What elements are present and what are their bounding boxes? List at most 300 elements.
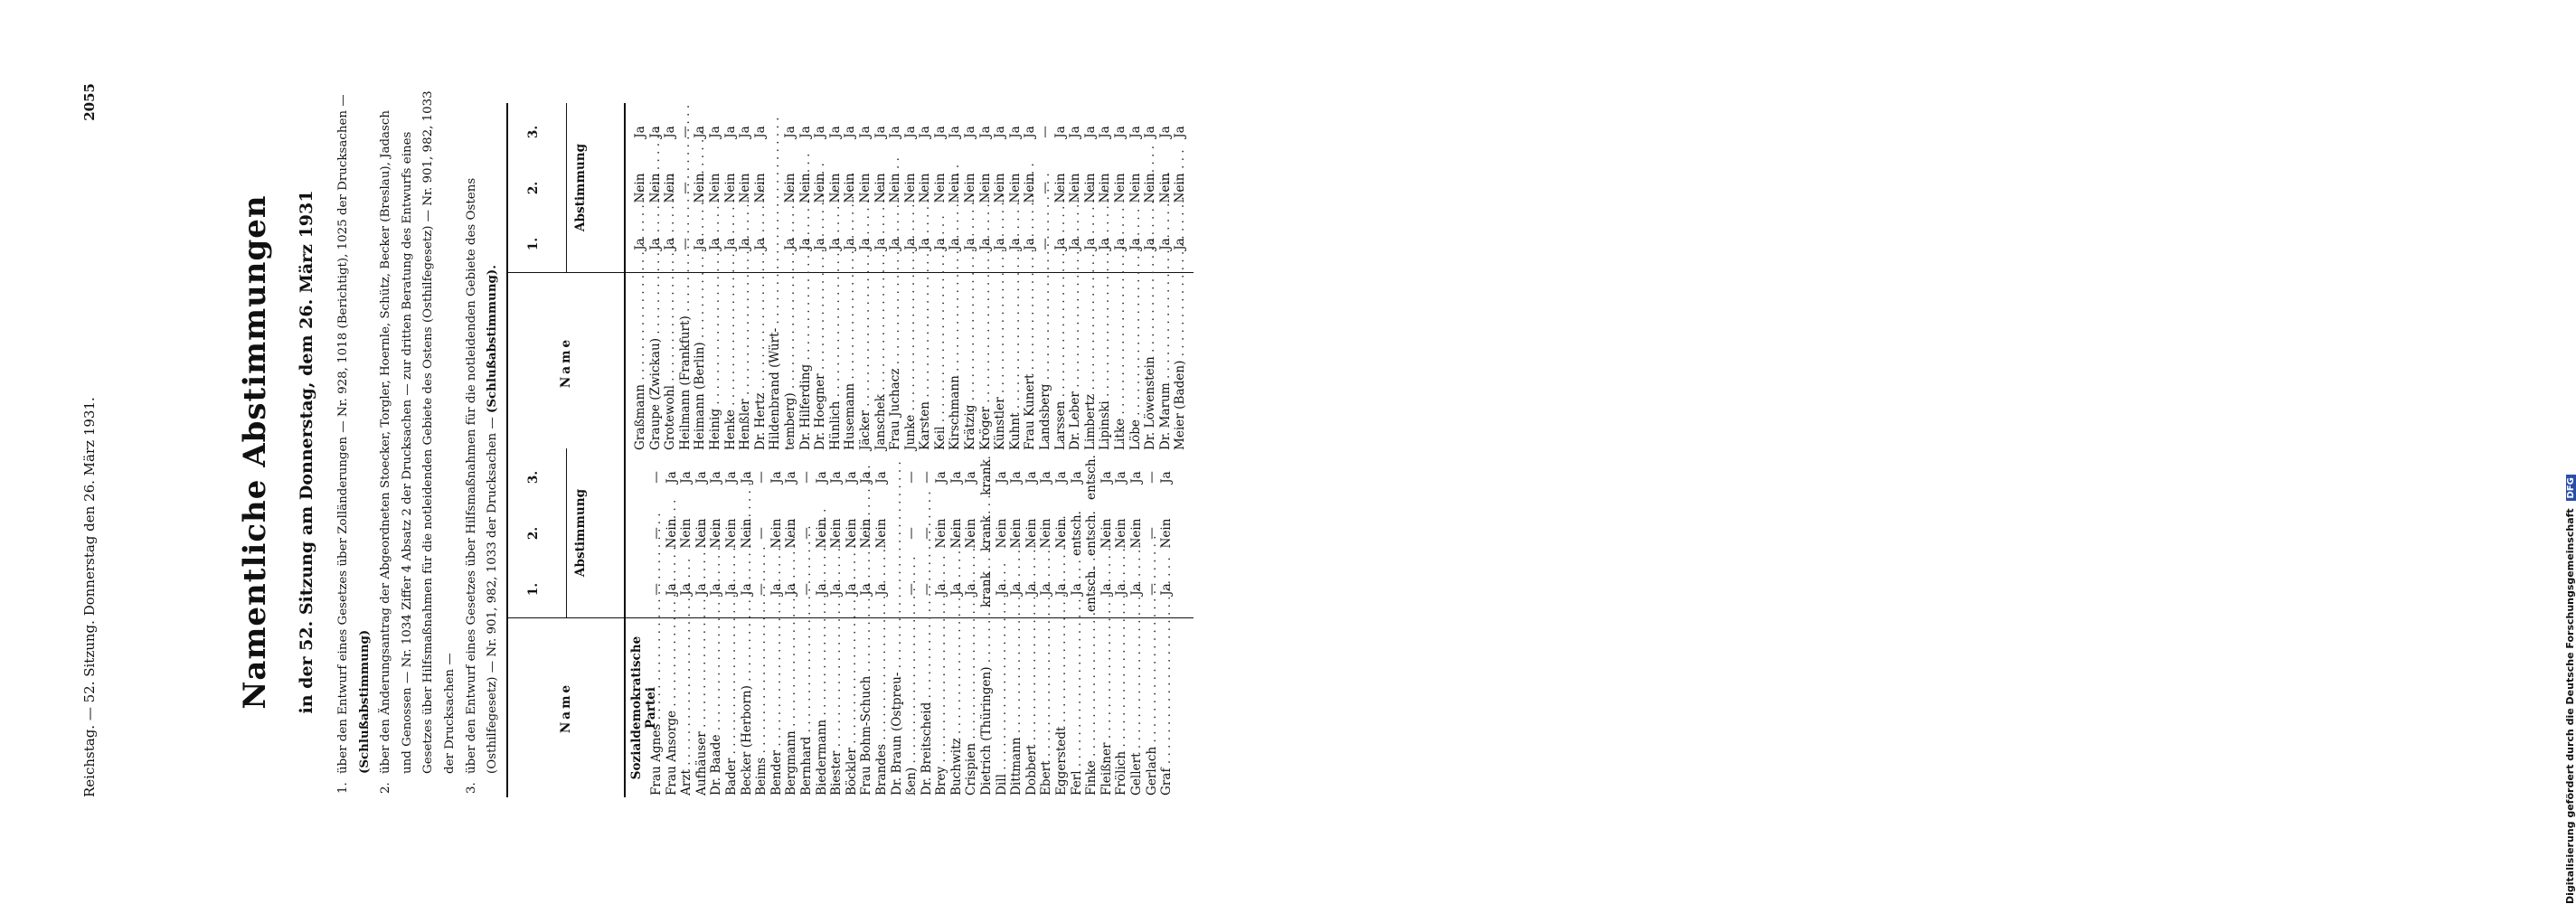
vote-1: Ja xyxy=(647,238,663,250)
vote-3: Ja xyxy=(709,471,724,484)
vote-3: Ja xyxy=(1082,126,1098,138)
member-name: Böckler . . . xyxy=(845,620,860,796)
member-name: Biedermann . . . xyxy=(815,620,830,796)
vote-3: Ja xyxy=(1009,471,1024,484)
vote-1: — xyxy=(1038,238,1053,250)
table-row xyxy=(649,448,665,797)
vote-2: Nein xyxy=(707,173,722,203)
page-number: 2055 xyxy=(81,83,98,121)
table-row xyxy=(784,448,799,797)
vote-3: Ja xyxy=(663,126,678,138)
member-name: Keil . . . xyxy=(933,275,948,450)
member-name: temberg) . . . xyxy=(783,275,798,450)
table-row xyxy=(1128,103,1144,452)
vote-2: Nein xyxy=(1009,518,1024,549)
member-name: Henke . . . xyxy=(723,275,739,450)
vote-1: Ja xyxy=(1129,583,1144,596)
vote-2: Nein xyxy=(873,518,889,549)
vote-3: Ja xyxy=(1068,126,1083,138)
vote-1: Ja xyxy=(1068,238,1083,250)
member-name: Bader . . . xyxy=(724,620,740,796)
member-name: Grotewohl . . . xyxy=(663,275,678,450)
vote-2: Nein xyxy=(873,173,888,203)
vote-2: Nein xyxy=(814,518,829,549)
vote-2: entsch. xyxy=(1084,511,1099,556)
member-name: Lipinski . . . xyxy=(1098,275,1113,450)
table-row xyxy=(1083,103,1099,452)
vote-1: Ja xyxy=(888,238,903,250)
table-row xyxy=(1068,103,1083,452)
vote-3: — xyxy=(904,471,920,484)
member-name: Becker (Herborn) . . . xyxy=(740,620,755,796)
vote-3: Ja xyxy=(752,126,768,138)
vote-2: Nein xyxy=(948,518,964,549)
vote-3: Ja xyxy=(964,471,979,484)
member-name: Hildenbrand (Würt- . . . xyxy=(768,275,783,450)
member-name: Beims . . . xyxy=(754,620,769,796)
vote-1: Ja xyxy=(829,583,845,596)
vote-1: — xyxy=(754,583,769,596)
vote-1: entsch. xyxy=(1084,567,1099,612)
vote-3: Ja xyxy=(829,471,845,484)
vote-3: Ja xyxy=(994,471,1009,484)
vote-1: Ja xyxy=(1173,238,1188,250)
table-header xyxy=(506,448,626,797)
vote-2: — xyxy=(919,527,934,540)
member-name: Heinig . . . xyxy=(708,275,723,450)
vote-2: Nein xyxy=(1099,518,1114,549)
vote-1: Ja xyxy=(948,238,963,250)
member-name: Frau Agnes . . . xyxy=(649,620,665,796)
vote-2: — xyxy=(904,527,920,540)
table-row xyxy=(933,103,948,452)
vote-1: Ja xyxy=(1009,583,1024,596)
member-name: Dittmann . . . xyxy=(1009,620,1024,796)
vote-1: Ja xyxy=(977,238,993,250)
vote-2: Nein xyxy=(633,173,647,203)
vote-2: Nein xyxy=(1113,173,1128,203)
vote-1: Ja xyxy=(663,238,678,250)
vote-1: Ja xyxy=(752,238,768,250)
member-name: Frölich . . . xyxy=(1114,620,1129,796)
vote-3: Ja xyxy=(784,471,799,484)
vote-3: Ja xyxy=(1173,126,1188,138)
vote-1: — xyxy=(649,583,664,596)
vote-3: — xyxy=(1038,126,1053,138)
table-rows xyxy=(633,103,1188,452)
vote-1: Ja xyxy=(694,583,709,596)
vote-2: Nein xyxy=(994,518,1009,549)
table-row xyxy=(1143,103,1158,452)
vote-1: Ja xyxy=(664,583,679,596)
vote-2: Nein xyxy=(932,173,948,203)
vote-3: Ja xyxy=(1157,126,1173,138)
member-name: Graf . . . xyxy=(1159,620,1175,796)
vote-2: Nein xyxy=(693,173,708,203)
member-name: Eggerstedt . . . xyxy=(1054,620,1070,796)
table-row xyxy=(964,448,979,797)
vote-1: — xyxy=(798,583,814,596)
vote-3: Ja xyxy=(722,126,738,138)
member-name: Kröger . . . xyxy=(978,275,994,450)
member-name: Dr. Hertz . . . xyxy=(753,275,769,450)
table-row xyxy=(1054,448,1070,797)
vote-2: Nein xyxy=(709,518,724,549)
vote-1: Ja xyxy=(843,238,858,250)
vote-2: Nein xyxy=(1052,173,1068,203)
vote-3: Ja xyxy=(813,126,828,138)
table-row xyxy=(828,103,844,452)
table-row xyxy=(738,103,753,452)
table-row xyxy=(873,103,889,452)
member-name: Dr. Braun (Ostpreu- . . . xyxy=(890,620,905,796)
vote-1: — xyxy=(677,238,693,250)
vote-3: Ja xyxy=(694,471,709,484)
vote-item-3: 3. über den Entwurf eines Gesetzes über Hilfsmaßnahmen für die notleidenden Gebiete des Ostens (Osthilfegesetz) — Nr. 901, 982, 1033 der Drucksachen — (Schlußabstimmung). xyxy=(464,177,500,794)
table-row xyxy=(1039,448,1054,797)
vote-1: Ja xyxy=(1114,583,1129,596)
vote-1: Ja xyxy=(1069,583,1084,596)
table-row xyxy=(949,448,965,797)
member-name: Biester . . . xyxy=(829,620,845,796)
vote-2: Nein xyxy=(769,518,784,549)
table-row xyxy=(979,448,995,797)
vote-3: Ja xyxy=(782,126,797,138)
vote-1: Ja xyxy=(814,583,829,596)
credit-text: Digitalisierung gefördert durch die Deutsche Forschungsgemeinschaft xyxy=(2564,508,2576,904)
vote-2: Nein xyxy=(1054,518,1070,549)
vote-1: Ja xyxy=(1054,583,1070,596)
table-row xyxy=(694,448,710,797)
vote-3: Ja xyxy=(934,471,949,484)
member-name: Buchwitz . . . xyxy=(949,620,965,796)
vote-3: krank xyxy=(979,459,995,495)
table-row xyxy=(1009,448,1024,797)
table-row xyxy=(1024,448,1040,797)
vote-3: Ja xyxy=(1098,126,1113,138)
member-name: Kuhnt . . . xyxy=(1008,275,1024,450)
table-row xyxy=(1023,103,1038,452)
vote-3: Ja xyxy=(633,126,647,138)
col-name: Name xyxy=(508,272,624,452)
vote-2: Nein xyxy=(977,173,993,203)
table-row xyxy=(904,448,920,797)
vote-2: Nein xyxy=(1023,173,1038,203)
sidebar-credit xyxy=(1282,0,2576,904)
vote-3: Ja xyxy=(1143,126,1158,138)
vote-2: Nein xyxy=(1068,173,1083,203)
vote-table-left xyxy=(506,448,1194,797)
col-votes-label: Abstimmung xyxy=(573,488,588,578)
vote-2: Nein xyxy=(784,518,799,549)
vote-2: — xyxy=(1038,182,1053,194)
vote-2: Nein xyxy=(723,518,739,549)
table-row xyxy=(1038,103,1053,452)
page-subtitle: in der 52. Sitzung am Donnerstag, dem 26. März 1931 xyxy=(297,190,316,714)
vote-2: Nein xyxy=(993,173,1008,203)
member-name: Graupe (Zwickau) . . . xyxy=(648,275,664,450)
vote-1: Ja xyxy=(813,238,828,250)
vote-2: — xyxy=(798,527,814,540)
vote-1: Ja xyxy=(934,583,949,596)
member-name: Dr. Leber . . . xyxy=(1068,275,1083,450)
table-row xyxy=(890,448,905,797)
vote-3: Ja xyxy=(664,471,679,484)
vote-1: Ja xyxy=(1157,238,1173,250)
member-name: Dill . . . xyxy=(995,620,1010,796)
member-name: Bender . . . xyxy=(769,620,785,796)
table-row xyxy=(798,103,814,452)
table-row xyxy=(1114,448,1129,797)
vote-3: Ja xyxy=(888,126,903,138)
vote-2: entsch. xyxy=(1069,511,1084,556)
vote-2: Nein xyxy=(797,173,813,203)
member-name: Brey . . . xyxy=(934,620,949,796)
vote-1: Ja xyxy=(873,583,889,596)
vote-3: Ja xyxy=(1129,471,1144,484)
vote-3: — xyxy=(919,471,934,484)
table-row xyxy=(874,448,890,797)
member-name: Aufhäuser . . . xyxy=(694,620,710,796)
vote-2: Nein xyxy=(1082,173,1098,203)
vote-item-2: 2. über den Änderungsantrag der Abgeordneten Stoecker, Torgler, Hoernle, Schütz, Becker (Breslau), Jadasch und Genossen — Nr. 1034 Ziffer 4 Absatz 2 der Drucksachen — zur dritten Beratung des Entwurfs eines Gesetzes über Hilfsmaßnahmen für die notleidenden Gebiete des Ostens (Osthilfegesetz) — Nr. 901, 982, 1033 der Drucksachen — xyxy=(379,90,457,794)
member-name: Dr. Löwenstein . . . xyxy=(1143,275,1158,450)
vote-2: Nein xyxy=(782,173,797,203)
table-row xyxy=(1129,448,1145,797)
table-row xyxy=(978,103,994,452)
vote-2: Nein xyxy=(663,173,678,203)
vote-3: Ja xyxy=(873,471,889,484)
member-name: Meier (Baden) . . . xyxy=(1173,275,1188,450)
member-name: Löbe . . . xyxy=(1128,275,1144,450)
vote-2: Nein xyxy=(1143,173,1158,203)
vote-3: Ja xyxy=(1113,126,1128,138)
vote-2: Nein xyxy=(844,518,859,549)
table-row xyxy=(754,448,769,797)
col-votes: 1. 2. 3. Abstimmung xyxy=(508,448,624,617)
member-name: Frau Kunert . . . xyxy=(1023,275,1038,450)
member-name: Bergmann . . . xyxy=(784,620,799,796)
table-row xyxy=(799,448,815,797)
table-row xyxy=(693,103,708,452)
dfg-badge: DFG xyxy=(2566,475,2576,501)
member-name: Heimann (Berlin) . . . xyxy=(693,275,708,450)
vote-2: — xyxy=(754,527,769,540)
table-row xyxy=(633,103,648,452)
table-rows xyxy=(649,448,1175,797)
member-name: Krätzig . . . xyxy=(963,275,978,450)
vote-3: Ja xyxy=(1039,471,1054,484)
vote-1: Ja xyxy=(1113,238,1128,250)
vote-1: Ja xyxy=(1159,583,1175,596)
vote-2: Nein xyxy=(843,173,858,203)
vote-3: Ja xyxy=(948,471,964,484)
vote-1: Ja xyxy=(994,583,1009,596)
party-heading: Sozialdemokratische Partei xyxy=(629,636,658,780)
vote-3: Ja xyxy=(902,126,918,138)
vote-1: — xyxy=(1144,583,1159,596)
vote-2: Nein xyxy=(752,173,768,203)
vote-1: Ja xyxy=(827,238,843,250)
member-name: Jäcker . . . xyxy=(858,275,873,450)
vote-1: Ja xyxy=(1023,238,1038,250)
table-row xyxy=(648,103,664,452)
member-name: Arzt . . . xyxy=(679,620,694,796)
table-row xyxy=(903,103,919,452)
table-row xyxy=(1113,103,1128,452)
vote-3: Ja xyxy=(977,126,993,138)
vote-1: Ja xyxy=(1128,238,1143,250)
vote-2: Nein xyxy=(1098,173,1113,203)
running-header xyxy=(81,83,103,797)
vote-3: Ja xyxy=(739,471,754,484)
member-name: Gellert . . . xyxy=(1129,620,1145,796)
vote-1: Ja xyxy=(769,583,784,596)
vote-1: Ja xyxy=(1052,238,1068,250)
member-name: Finke . . . xyxy=(1084,620,1099,796)
vote-3: Ja xyxy=(827,126,843,138)
vote-2: Nein xyxy=(964,518,979,549)
vote-3: Ja xyxy=(859,471,874,484)
table-row xyxy=(963,103,978,452)
table-row xyxy=(708,103,723,452)
member-name: Janschek . . . xyxy=(873,275,889,450)
member-name: Kirschmann . . . xyxy=(948,275,963,450)
table-row xyxy=(663,103,678,452)
vote-3: Ja xyxy=(844,471,859,484)
vote-1: Ja xyxy=(1024,583,1039,596)
vote-3: Ja xyxy=(963,126,978,138)
vote-1: Ja xyxy=(993,238,1008,250)
table-row xyxy=(723,103,739,452)
col-votes: 1. 2. 3. Abstimmung xyxy=(508,103,624,272)
vote-3: Ja xyxy=(1007,126,1023,138)
member-name: Frau Ansorge . . . xyxy=(665,620,680,796)
vote-3: Ja xyxy=(1052,126,1068,138)
vote-3: Ja xyxy=(1099,471,1114,484)
vote-3: Ja xyxy=(814,471,829,484)
vote-3: Ja xyxy=(693,126,708,138)
vote-3: Ja xyxy=(707,126,722,138)
vote-2: Nein xyxy=(948,173,963,203)
header-left: Reichstag. — 52. Sitzung. Donnerstag den 26. März 1931. xyxy=(81,397,98,797)
table-row xyxy=(829,448,845,797)
vote-1: Ja xyxy=(1007,238,1023,250)
table-row xyxy=(948,103,963,452)
member-name: Gerlach . . . xyxy=(1145,620,1160,796)
vote-1: Ja xyxy=(633,238,647,250)
vote-3: Ja xyxy=(738,126,753,138)
table-row xyxy=(679,448,694,797)
table-row xyxy=(920,448,935,797)
vote-1: Ja xyxy=(723,583,739,596)
member-name: Crispien . . . xyxy=(964,620,979,796)
member-name: Frau Juchacz . . . xyxy=(888,275,903,450)
page-title: Namentliche Abstimmungen xyxy=(237,194,273,710)
member-name: Fleißner . . . xyxy=(1099,620,1115,796)
vote-3: Ja xyxy=(723,471,739,484)
member-name: Dietrich (Thüringen) . . . xyxy=(979,620,995,796)
member-name: Henßler . . . xyxy=(738,275,753,450)
vote-1: Ja xyxy=(784,583,799,596)
vote-3: Ja xyxy=(1128,126,1143,138)
table-row xyxy=(753,103,769,452)
vote-1: — xyxy=(919,583,934,596)
vote-1: Ja xyxy=(782,238,797,250)
vote-3: Ja xyxy=(918,126,933,138)
vote-2: Nein xyxy=(918,173,933,203)
vote-3: Ja xyxy=(857,126,873,138)
vote-3: Ja xyxy=(948,126,963,138)
table-row xyxy=(1159,448,1175,797)
vote-items xyxy=(333,89,504,794)
table-row xyxy=(918,103,933,452)
table-row xyxy=(813,103,828,452)
vote-3: Ja xyxy=(1114,471,1129,484)
vote-1: Ja xyxy=(1082,238,1098,250)
vote-table-right xyxy=(506,103,1194,452)
vote-1: krank xyxy=(979,571,995,607)
vote-3: Ja xyxy=(797,126,813,138)
table-row xyxy=(1173,103,1188,452)
col-name: Name xyxy=(508,617,624,797)
vote-3: Ja xyxy=(1023,126,1038,138)
vote-3: Ja xyxy=(647,126,663,138)
vote-2: Nein xyxy=(934,518,949,549)
vote-2: Nein xyxy=(1173,173,1188,203)
vote-2: Nein xyxy=(1007,173,1023,203)
vote-1: Ja xyxy=(1039,583,1054,596)
table-row xyxy=(724,448,740,797)
vote-2: Nein xyxy=(963,173,978,203)
table-row xyxy=(843,103,858,452)
vote-2: — xyxy=(677,182,693,194)
vote-1: Ja xyxy=(722,238,738,250)
table-row xyxy=(1098,103,1113,452)
vote-2: krank xyxy=(979,515,995,551)
table-row xyxy=(1145,448,1160,797)
vote-1: Ja xyxy=(1099,583,1114,596)
member-name: Dr. Breitscheid . . . xyxy=(920,620,935,796)
vote-2: Nein xyxy=(738,173,753,203)
member-name: Dr. Hoegner . . . xyxy=(813,275,828,450)
vote-2: Nein xyxy=(813,173,828,203)
member-name: Larssen . . . xyxy=(1053,275,1069,450)
member-name: Dr. Baade . . . xyxy=(709,620,724,796)
table-row xyxy=(993,103,1008,452)
member-name: Husemann . . . xyxy=(843,275,858,450)
vote-3: Ja xyxy=(679,471,694,484)
table-row xyxy=(1053,103,1069,452)
member-name: ßen) . . . xyxy=(904,620,920,796)
table-row xyxy=(934,448,949,797)
vote-3: Ja xyxy=(932,126,948,138)
member-name: Graßmann . . . xyxy=(633,275,648,450)
table-row xyxy=(665,448,680,797)
member-name: Künstler . . . xyxy=(993,275,1008,450)
vote-3: Ja xyxy=(873,126,888,138)
vote-2: — xyxy=(1144,527,1159,540)
vote-1: Ja xyxy=(797,238,813,250)
vote-2: Nein xyxy=(829,518,845,549)
member-name: Ferl . . . xyxy=(1070,620,1085,796)
member-name: Dobbert . . . xyxy=(1024,620,1040,796)
member-name: Hünlich . . . xyxy=(828,275,844,450)
vote-2: Nein xyxy=(857,173,873,203)
table-row xyxy=(1008,103,1024,452)
vote-2: Nein xyxy=(1159,518,1175,549)
vote-3: Ja xyxy=(843,126,858,138)
